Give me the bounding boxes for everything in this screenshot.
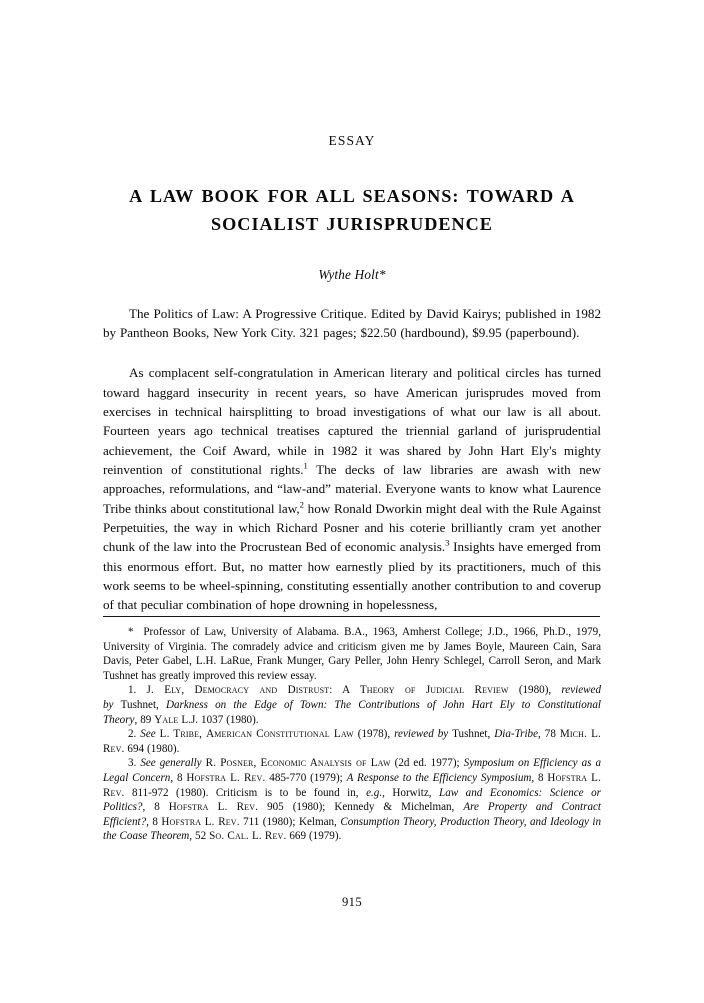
body-text-segment-4: Insights have emerged from this enormous effort. But, no matter how earnestly plied by its practitioners, much of this work seems to be wheel-spinning, constituting essentially another contribution to and coverup of that peculiar combination of hope drowning in hopelessness, [103,539,601,613]
footnote-3-symposium-2-title: A Response to the Efficiency Symposium, [346,771,535,784]
footnote-3-cite-3-pages: 669 (1979). [289,830,342,843]
footnote-1-article-title: Darkness on the Edge of Town: The Contributions of John Hart Ely to Constitutional Theory [103,698,601,726]
footnote-3-eg: e.g., [366,786,385,799]
footnote-3-marker: 3. [128,757,137,770]
book-citation-block: The Politics of Law: A Progressive Critique. Edited by David Kairys; published in 1982 by Pantheon Books, New York City. 321 pages; $22.50 (hardbound), $9.95 (paperbound). [103,306,601,340]
footnote-2-year2: (1980). [147,742,180,755]
footnote-divider-rule [103,616,600,617]
footnote-3-symposium-2-pages: 811-972 (1980). [131,786,209,799]
body-text-segment-1: As complacent self-congratulation in American literary and political circles has turned toward haggard insecurity in recent years, so have American jurisprudes moved from exercises in technical hairsplitting to broad investigations of what our law is all about. Fourteen years ago technical treatises captured the triennial garland of jurisprudential achievement, the Coif Award, while in 1982 it was shared by John Hart Ely's mighty reinvention of constitutional rights. [103,365,601,477]
footnote-3-symposium-1-journal: Hofstra L. Rev. [186,771,266,784]
footnote-1-author: J. Ely, [146,684,185,697]
text-column [103,0,601,628]
footnote-2-author: L. Tribe, [159,728,203,741]
footnotes-section [103,625,601,844]
footnote-3-cite-3-journal: So. Cal. L. Rev. [209,830,287,843]
footnote-3-cite-3-author: Kelman, [298,815,337,828]
footnote-3-symposium-1-pages: 485-770 (1979); [269,771,343,784]
footnote-3-cite-1-pages: 905 (1980); [267,801,326,814]
footnote-3-criticism-lead: Criticism is to be found in, [215,786,359,799]
footnote-3-author: R. Posner, [205,757,257,770]
footnote-2-marker: 2. [128,728,137,741]
page-title [103,182,601,238]
title-line-2: SOCIALIST JURISPRUDENCE [211,214,493,234]
footnote-star-marker: * [128,626,134,638]
footnote-1-volume: 89 [140,713,152,726]
page-number: 915 [341,895,363,909]
footnote-reference-3[interactable]: 3 [445,537,450,548]
footnote-3-cite-3-title: Consumption Theory, Production Theory, and Ideology in the Coase Theorem, [103,815,601,843]
footnote-2-volume: 78 [544,728,556,741]
author-byline: Wythe Holt* [318,267,386,282]
footnote-3-symposium-1-title: Symposium on Efficiency as a Legal Concern, [103,757,601,784]
footnote-2-signal: See [140,728,156,741]
footnote-reference-1[interactable]: 1 [303,460,308,471]
footnote-2-year: (1978), [357,728,391,741]
footnote-3-cite-2-pages: 711 (1980); [243,815,296,828]
footnote-3-cite-2-title: Are Property and Contract Efficient?, [103,801,602,828]
footnote-3-cite-1-title: Law and Economics: Science or Politics?, [103,786,601,814]
footnote-1-marker: 1. [128,684,137,697]
footnote-3-edition: (2d ed. 1977); [394,757,460,770]
footnote-3-cite-1-author: Horwitz, [392,786,432,799]
footnote-3-cite-1-volume: 8 [154,801,160,814]
footnote-3 [103,756,601,844]
footnote-3-cite-2-volume: 8 [152,815,158,828]
footnote-2-page: 694 [127,742,145,755]
footnote-3-symposium-2-journal: Hofstra L. Rev. [103,771,602,799]
footnote-3-cite-2-author: Kennedy & Michelman, [334,801,455,814]
body-text-segment-3: how Ronald Dworkin might deal with the Rule Against Perpetuities, the way in which Richard Posner and his coterie brilliantly cram yet another chunk of the law into the Procrustean Bed of economic analysis. [103,500,601,555]
footnote-3-signal: See generally [140,757,202,770]
footnote-3-cite-3-volume: 52 [195,830,207,843]
footnote-2-reviewed-by: reviewed by [394,728,449,741]
footnote-1-journal-rest: L.J. [181,713,199,726]
footnote-2-reviewer: Tushnet, [452,728,491,741]
footnote-3-work: Economic Analysis of Law [260,757,391,770]
body-paragraph [103,363,601,614]
footnote-2 [103,727,601,756]
footnote-2-article-title: Dia-Tribe, [494,728,541,741]
title-line-1: A LAW BOOK FOR ALL SEASONS: TOWARD A [129,186,575,206]
footnote-1-journal: Yale [154,713,179,726]
footnote-1: 1. J. Ely, Democracy and Distrust: A Theory of Judicial Review (1980), reviewed by Tushnet, Darkness on the Edge of Town: The Contributions of John Hart Ely to Constitutional Theory, 89 Yale L.J. 1037 (1980). [103,684,601,726]
footnote-1-work: Democracy and Distrust: A Theory of Judicial Review [194,684,509,697]
footnote-1-reviewer: Tushnet, [120,698,159,711]
footnote-1-reviewed-by: reviewed by [103,684,601,711]
footnote-1-page: 1037 [201,713,224,726]
footnote-2-work: American Constitutional Law [206,728,354,741]
footnote-star [103,625,601,683]
footnote-3-cite-1-journal: Hofstra L. Rev. [168,801,259,814]
footnote-star-text: Professor of Law, University of Alabama. B.A., 1963, Amherst College; J.D., 1966, Ph.D., 1979, University of Virginia. The comradely advice and criticism given me by James Boyle, Maureen Cain, Sara Davis, Peter Gabel, L.H. LaRue, Frank Munger, Gary Peller, John Henry Schlegel, Carroll Seron, and Mark Tushnet has greatly improved this review essay. [103,626,601,682]
footnote-reference-2[interactable]: 2 [299,499,304,510]
body-text-segment-2: The decks of law libraries are awash with new approaches, reformulations, and “law-and” material. Everyone wants to know what Laurence Tribe thinks about constitutional law, [103,461,602,516]
footnote-1-year2: (1980). [226,713,259,726]
footnote-3-symposium-1-volume: 8 [176,771,183,784]
footnote-3-symposium-2-volume: 8 [538,771,544,784]
footnote-3-cite-2-journal: Hofstra L. Rev. [161,815,240,828]
footnote-1-year: (1980), [518,684,552,697]
footnote-2-journal: Mich. L. Rev. [103,728,601,755]
section-label: ESSAY [328,133,376,148]
